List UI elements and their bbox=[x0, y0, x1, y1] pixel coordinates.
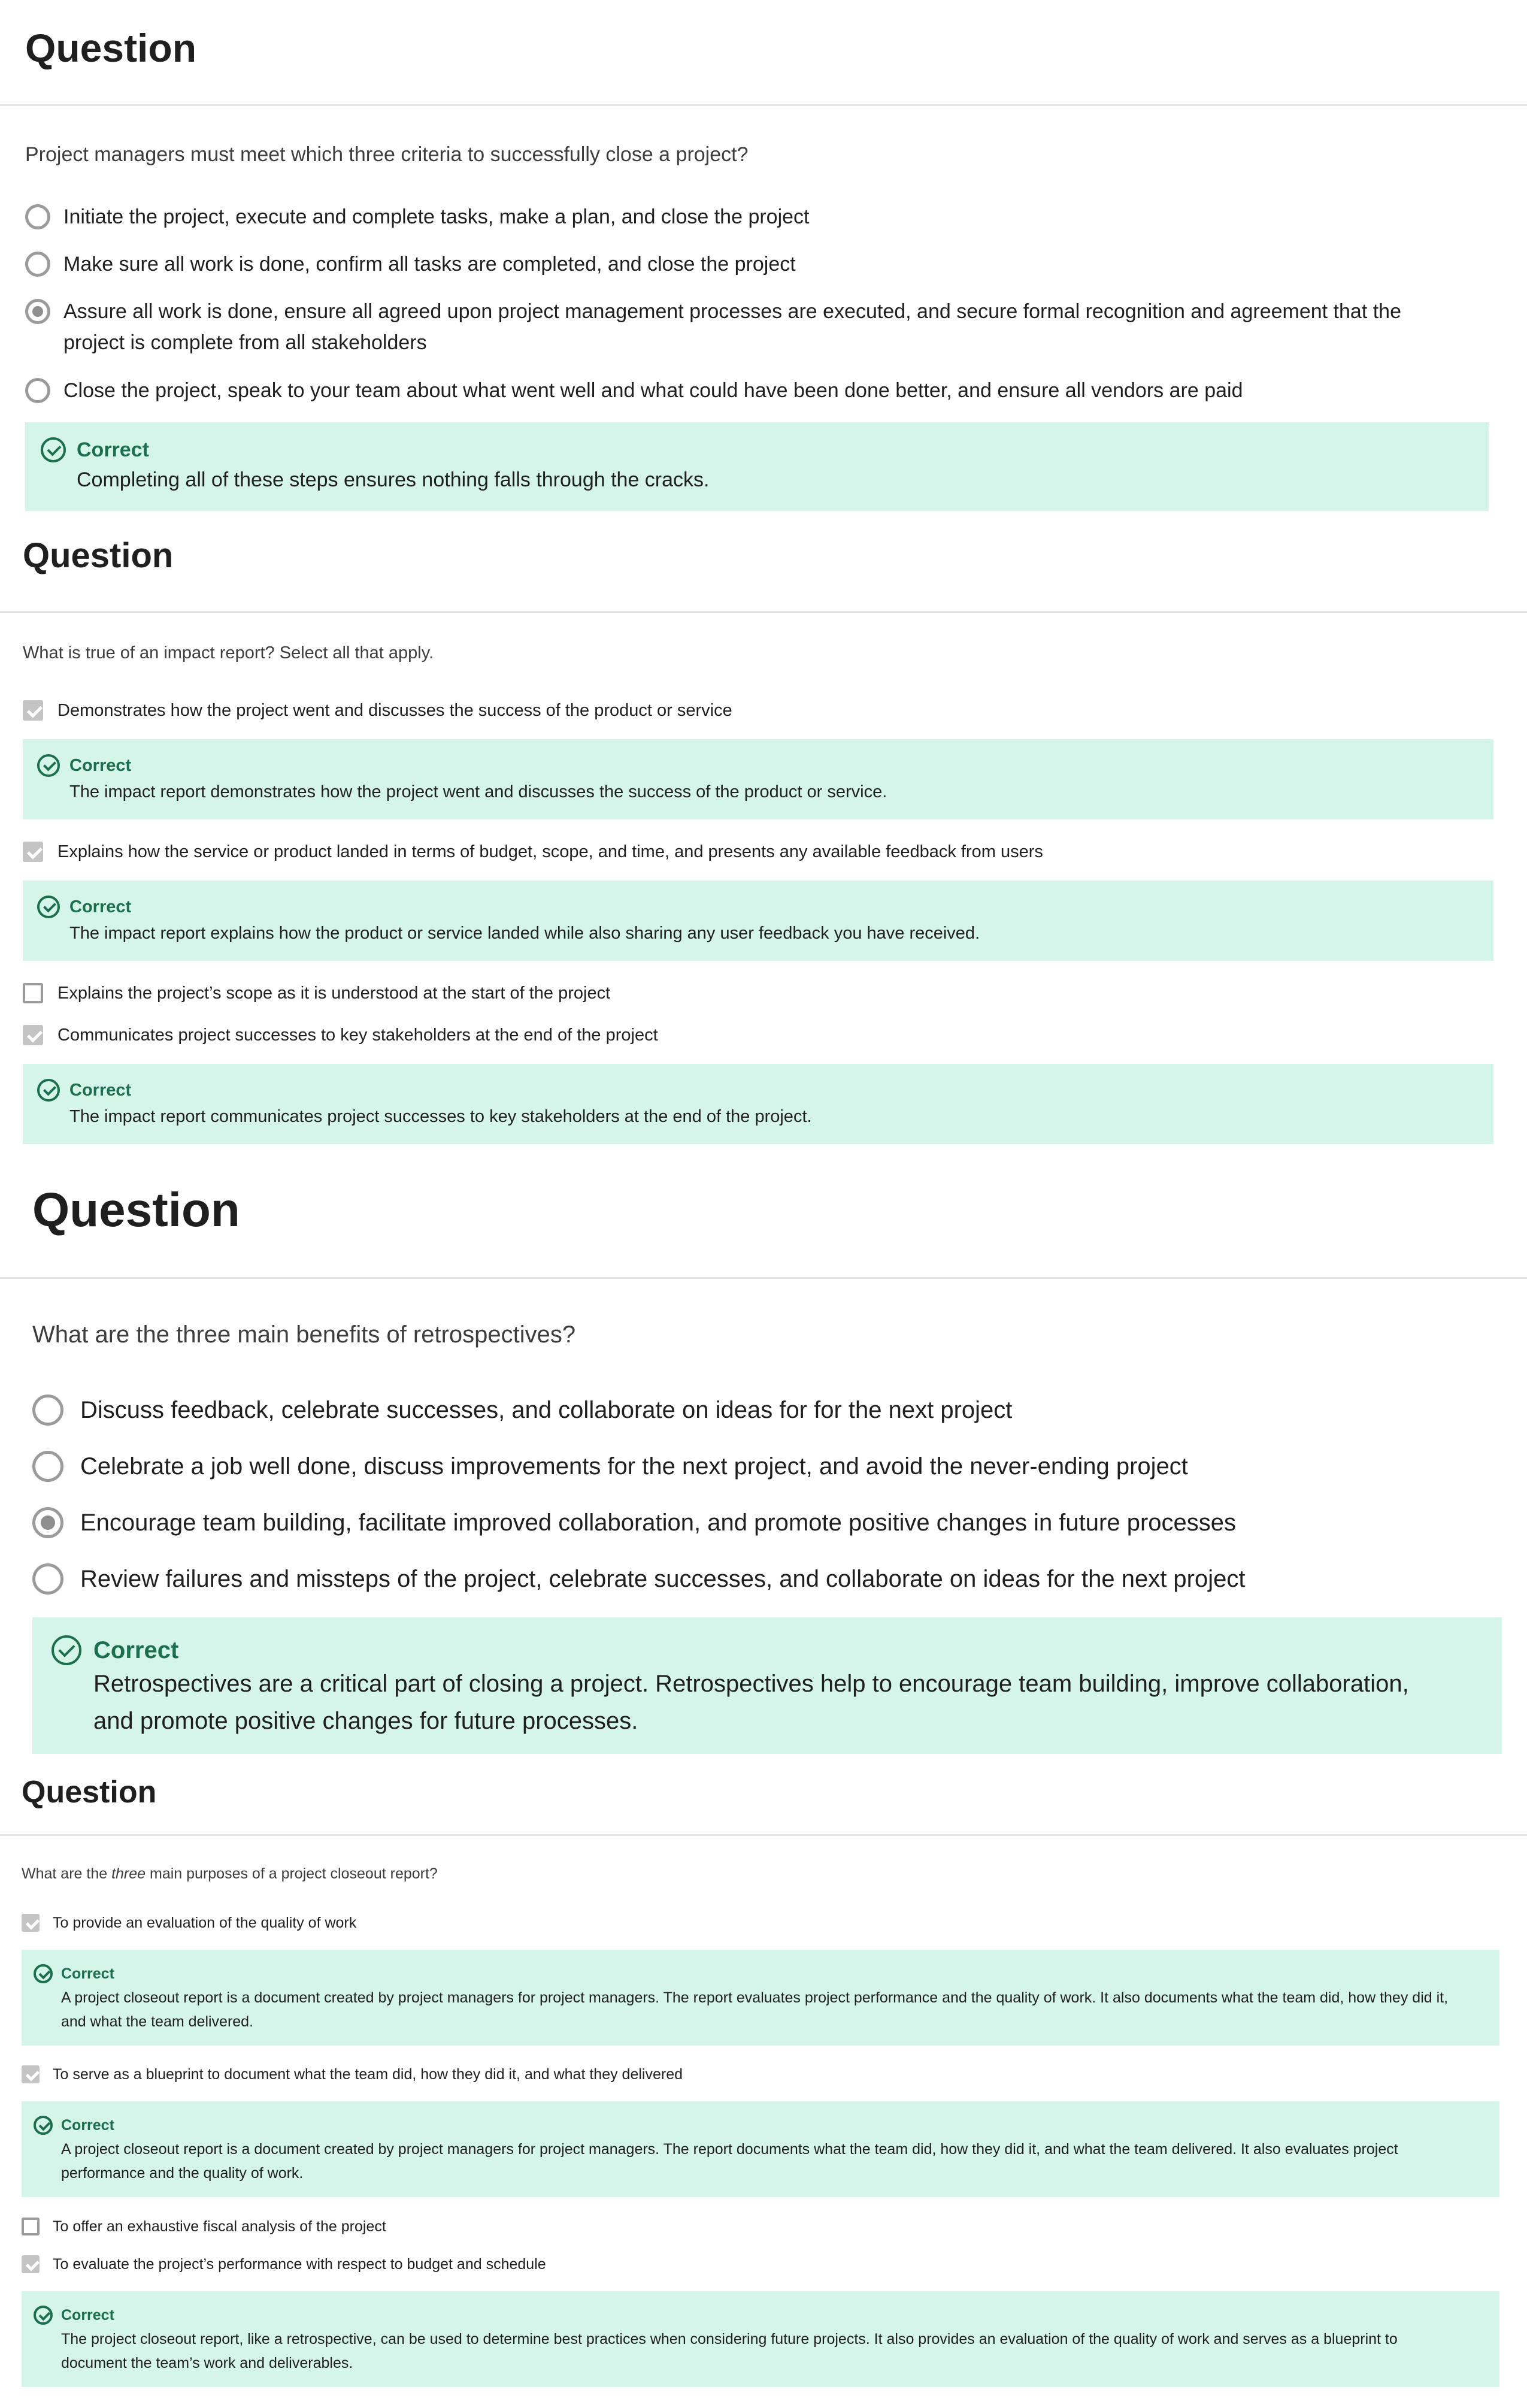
question-heading: Question bbox=[22, 1775, 157, 1810]
answer-option-text: Initiate the project, execute and complete tasks, make a plan, and close the project bbox=[63, 205, 810, 228]
question-heading: Question bbox=[23, 536, 174, 575]
answer-option[interactable] bbox=[23, 697, 732, 724]
correct-feedback bbox=[23, 881, 1493, 961]
feedback-text: A project closeout report is a document created by project managers for project managers. The report documents what the team did, how they did it, and what the team delivered. It also evaluates project performance and the quality of work. bbox=[61, 2141, 1398, 2182]
feedback-text: The impact report demonstrates how the project went and discusses the success of the product or service. bbox=[69, 782, 887, 801]
radio-button-selected[interactable] bbox=[32, 1507, 63, 1538]
divider bbox=[0, 104, 1527, 106]
checkbox-checked[interactable] bbox=[22, 2065, 40, 2083]
question-heading: Question bbox=[25, 26, 197, 70]
checkbox-checked[interactable] bbox=[23, 700, 43, 721]
check-circle-icon bbox=[37, 896, 60, 918]
check-circle-icon bbox=[37, 754, 60, 777]
question-stem: What are the three main benefits of retrospectives? bbox=[32, 1321, 576, 1348]
question-stem: What are the three main purposes of a project closeout report? bbox=[22, 1865, 438, 1882]
checkbox[interactable] bbox=[22, 2218, 40, 2235]
answer-option-text: Review failures and missteps of the project, celebrate successes, and collaborate on ideas for the next project bbox=[80, 1566, 1246, 1592]
answer-option[interactable] bbox=[25, 201, 1474, 232]
feedback-title: Correct bbox=[69, 897, 132, 916]
radio-button[interactable] bbox=[25, 378, 50, 403]
feedback-text: The impact report communicates project successes to key stakeholders at the end of the project. bbox=[69, 1107, 812, 1126]
answer-option-text: Explains how the service or product landed in terms of budget, scope, and time, and presents any available feedback from users bbox=[57, 842, 1043, 861]
answer-option-selected[interactable] bbox=[32, 1505, 1236, 1541]
feedback-title: Correct bbox=[77, 438, 149, 461]
answer-option[interactable] bbox=[23, 839, 1043, 865]
check-circle-icon bbox=[34, 2116, 53, 2135]
answer-option[interactable] bbox=[22, 2062, 683, 2086]
answer-option-text: Demonstrates how the project went and discusses the success of the product or service bbox=[57, 701, 732, 720]
answer-option-text: Celebrate a job well done, discuss improvements for the next project, and avoid the never-ending project bbox=[80, 1453, 1188, 1480]
check-circle-icon bbox=[34, 2306, 53, 2325]
question-stem: Project managers must meet which three criteria to successfully close a project? bbox=[25, 143, 749, 166]
question-2 bbox=[0, 527, 1527, 1174]
question-4 bbox=[0, 1761, 1527, 2408]
stem-emphasis: three bbox=[111, 1865, 146, 1882]
answer-option[interactable] bbox=[25, 249, 1474, 280]
radio-button[interactable] bbox=[25, 204, 50, 229]
answer-option-text: Make sure all work is done, confirm all tasks are completed, and close the project bbox=[63, 253, 796, 276]
feedback-text: Retrospectives are a critical part of closing a project. Retrospectives help to encourage team building, improve collaboration, and promote positive changes for future processes. bbox=[93, 1671, 1409, 1734]
correct-feedback bbox=[32, 1617, 1502, 1754]
feedback-text: A project closeout report is a document created by project managers for project managers. The report evaluates project performance and the quality of work. It also documents what the team did, how they did it, and what the team delivered. bbox=[61, 1989, 1449, 2030]
feedback-title: Correct bbox=[61, 2307, 114, 2324]
divider bbox=[0, 1277, 1527, 1279]
answer-option[interactable] bbox=[32, 1561, 1246, 1597]
feedback-title: Correct bbox=[61, 2117, 114, 2134]
checkbox[interactable] bbox=[23, 983, 43, 1003]
checkbox-checked[interactable] bbox=[22, 1914, 40, 1932]
answer-option-text: Explains the project’s scope as it is understood at the start of the project bbox=[57, 984, 611, 1003]
checkbox-checked[interactable] bbox=[22, 2255, 40, 2273]
answer-option[interactable] bbox=[23, 980, 610, 1006]
feedback-text: The impact report explains how the product or service landed while also sharing any user feedback you have received. bbox=[69, 924, 980, 943]
answer-option-text: Assure all work is done, ensure all agreed upon project management processes are executed, and secure formal recognition and agreement that the project is complete from all stakeholders bbox=[63, 300, 1401, 354]
answer-option[interactable] bbox=[22, 1911, 356, 1935]
radio-button[interactable] bbox=[32, 1394, 63, 1426]
feedback-title: Correct bbox=[69, 756, 132, 775]
check-circle-icon bbox=[34, 1964, 53, 1983]
answer-option[interactable] bbox=[32, 1392, 1012, 1428]
correct-feedback bbox=[25, 422, 1489, 511]
check-circle-icon bbox=[41, 437, 66, 462]
divider bbox=[0, 1834, 1527, 1836]
correct-feedback bbox=[22, 1950, 1499, 2046]
answer-option[interactable] bbox=[22, 2215, 386, 2238]
checkbox-checked[interactable] bbox=[23, 1025, 43, 1045]
answer-option-text: Encourage team building, facilitate improved collaboration, and promote positive changes in future processes bbox=[80, 1509, 1236, 1536]
answer-option[interactable] bbox=[32, 1448, 1188, 1484]
correct-feedback bbox=[23, 739, 1493, 819]
answer-option-text: Communicates project successes to key stakeholders at the end of the project bbox=[57, 1025, 658, 1045]
correct-feedback bbox=[22, 2101, 1499, 2197]
divider bbox=[0, 611, 1527, 613]
question-1 bbox=[0, 0, 1527, 527]
answer-option-text: Discuss feedback, celebrate successes, and collaborate on ideas for for the next project bbox=[80, 1397, 1013, 1423]
checkbox-checked[interactable] bbox=[23, 842, 43, 862]
correct-feedback bbox=[22, 2291, 1499, 2387]
question-heading: Question bbox=[32, 1183, 240, 1236]
answer-option-text: Close the project, speak to your team about what went well and what could have been done better, and ensure all vendors are paid bbox=[63, 379, 1243, 402]
radio-button[interactable] bbox=[25, 252, 50, 277]
feedback-text: The project closeout report, like a retrospective, can be used to determine best practices when considering future projects. It also provides an evaluation of the quality of work and serves as a blueprint to document the team’s work and deliverables. bbox=[61, 2331, 1398, 2371]
correct-feedback bbox=[23, 1064, 1493, 1144]
answer-option[interactable] bbox=[25, 375, 1474, 406]
check-circle-icon bbox=[37, 1079, 60, 1102]
feedback-text: Completing all of these steps ensures nothing falls through the cracks. bbox=[77, 468, 710, 491]
question-stem: What is true of an impact report? Select all that apply. bbox=[23, 643, 434, 662]
radio-button-selected[interactable] bbox=[25, 299, 50, 324]
feedback-title: Correct bbox=[61, 1965, 114, 1982]
answer-option[interactable] bbox=[22, 2252, 546, 2276]
answer-option-text: To serve as a blueprint to document what the team did, how they did it, and what they delivered bbox=[53, 2066, 683, 2083]
radio-button[interactable] bbox=[32, 1451, 63, 1482]
answer-option-text: To offer an exhaustive fiscal analysis of the project bbox=[53, 2218, 386, 2235]
answer-option-selected[interactable] bbox=[25, 296, 1474, 358]
answer-option-text: To provide an evaluation of the quality of work bbox=[53, 1914, 357, 1931]
feedback-title: Correct bbox=[69, 1081, 132, 1100]
answer-option-text: To evaluate the project’s performance with respect to budget and schedule bbox=[53, 2256, 546, 2273]
answer-option[interactable] bbox=[23, 1022, 658, 1048]
feedback-title: Correct bbox=[93, 1637, 179, 1663]
radio-button[interactable] bbox=[32, 1563, 63, 1595]
question-3 bbox=[0, 1174, 1527, 1761]
check-circle-icon bbox=[51, 1635, 81, 1665]
